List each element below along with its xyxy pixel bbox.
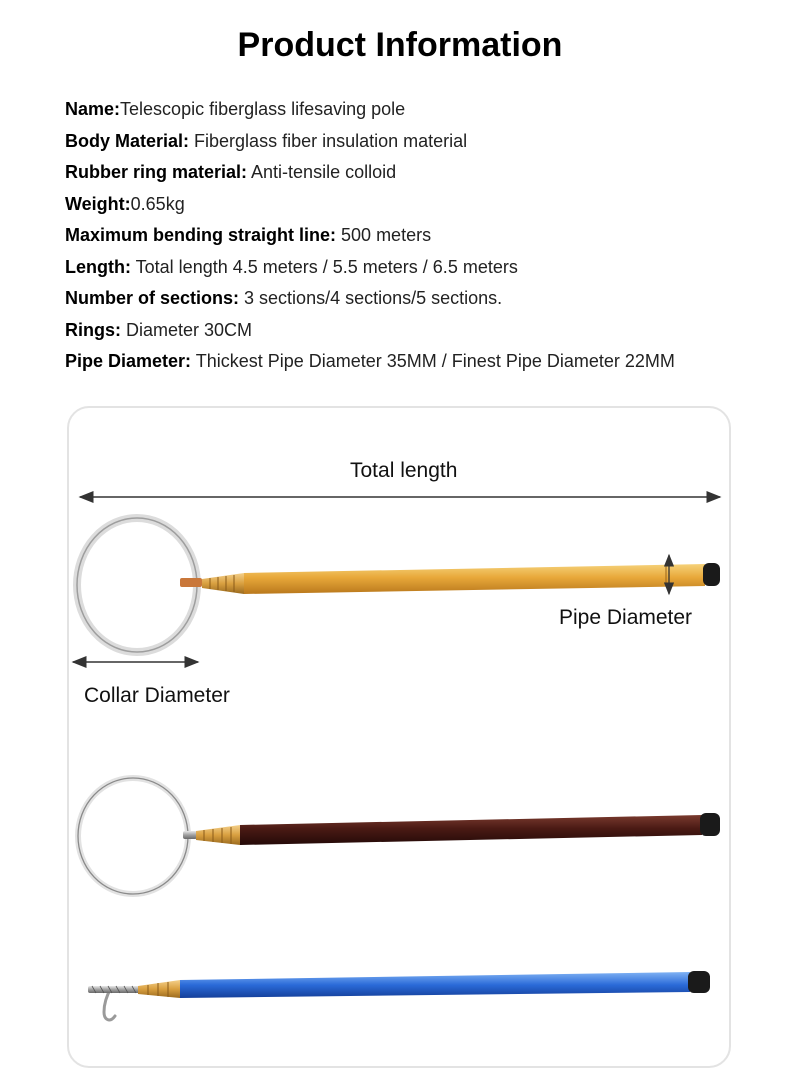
yellow-pole-illustration	[77, 518, 720, 652]
spec-max-bending: Maximum bending straight line: 500 meters	[65, 225, 432, 245]
end-cap-icon	[703, 563, 720, 586]
end-cap-icon	[700, 813, 720, 836]
brown-pole-illustration	[78, 778, 720, 894]
spec-pipe-diameter: Pipe Diameter: Thickest Pipe Diameter 35MM / Finest Pipe Diameter 22MM	[65, 351, 675, 371]
pipe-diameter-label: Pipe Diameter	[559, 606, 693, 629]
page-title: Product Information	[237, 26, 563, 64]
blue-pole-illustration	[88, 971, 710, 1020]
end-cap-icon	[688, 971, 710, 993]
collar-diameter-label: Collar Diameter	[84, 684, 230, 707]
spec-name: Name:Telescopic fiberglass lifesaving pole	[65, 99, 406, 119]
spec-length: Length: Total length 4.5 meters / 5.5 meters / 6.5 meters	[65, 256, 518, 277]
spec-rubber-ring-material: Rubber ring material: Anti-tensile colloid	[65, 162, 397, 182]
spec-body-material: Body Material: Fiberglass fiber insulation material	[65, 130, 468, 151]
total-length-label: Total length	[350, 459, 458, 482]
spec-weight: Weight:0.65kg	[65, 193, 185, 214]
spec-rings: Rings: Diameter 30CM	[65, 319, 253, 340]
spec-sections: Number of sections: 3 sections/4 sections/5 sections.	[65, 288, 503, 308]
